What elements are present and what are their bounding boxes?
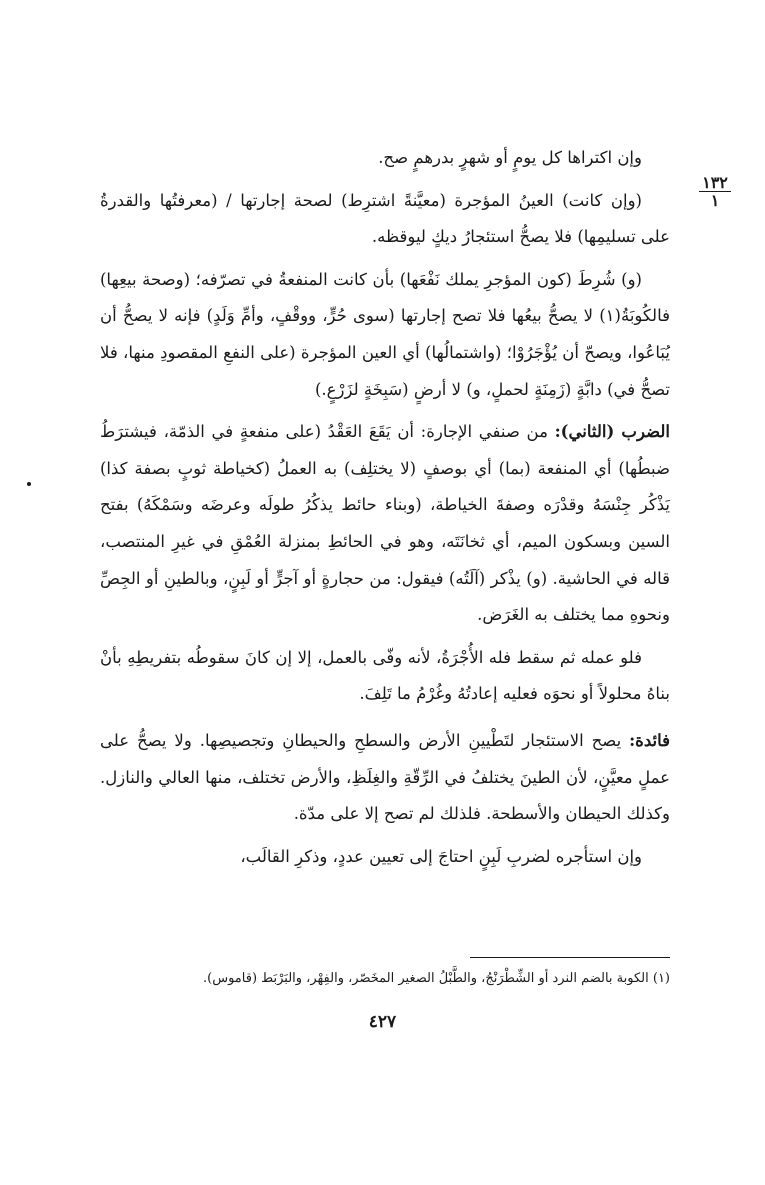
- margin-side-number: ١: [710, 191, 720, 210]
- paragraph-text: يصح الاستئجار لتَطْيينِ الأرض والسطحِ والحيطانِ وتجصيصِها. ولا يصحُّ على عملٍ معيَّنٍ، لأن الطينَ يختلفُ في الرِّقّةِ والغِلَظِ، والأرض تختلف، منها العالي والنازل. وكذلك الحيطان والأسطحة. فلذلك لم تصح إلا على مدّة.: [100, 730, 670, 824]
- footnote: (١) الكوبة بالضم النرد أو الشِّطْرَنْجُ، والطَّبْلُ الصغير المخَصّر، والفِهْر، والبَرْبَط (قاموس).: [203, 971, 670, 986]
- paragraph-text: (و) شُرِطَ (كون المؤجرِ يملك نَفْعَها) بأن كانت المنفعةُ في تصرّفه؛ (وصحة بيعِها) فالكُوبَةُ(١) لا يصحُّ بيعُها فلا تصح إجارتها (سوى حُرٍّ، ووقْفٍ، وأمِّ وَلَدٍ) فإنه لا يصحُّ أن يُبَاعُوا، ويصحّ أن يُؤْجَرُوْا؛ (واشتمالُها) أي العين المؤجرة (على النفعِ المقصودِ منها، فلا تصحُّ في) دابَّةٍ (زَمِنَةٍ لحملٍ، و) لا أرضٍ (سَبِخَةٍ لزَرْعٍ.): [100, 269, 670, 399]
- paragraph-1: [100, 140, 670, 177]
- paragraph-7: [100, 839, 670, 876]
- paragraph-5: [100, 640, 670, 713]
- paragraph-2: [100, 183, 670, 256]
- section-heading: الضرب (الثاني):: [554, 422, 670, 442]
- margin-manuscript-reference: [695, 174, 735, 209]
- paragraph-text: من صنفي الإجارة: أن يَقَعَ العَقْدُ (على منفعةٍ في الذمّة، فيشترَطُ ضبطُها) أي المنفعة (بما) أي بوصفٍ (لا يختلِف) به العملُ (كخياطة ثوبٍ بصفة كذا) يَذْكُر جِنْسَهُ وقدْرَه وصفةَ الخياطة، (وبناء حائط يذكُرُ طولَه وعرضَه وسَمْكَهُ) بفتح السين وبسكون الميم، أي ثخانَتَه، وهو في الحائطِ بمنزلة العُمْقِ في غيرِ المنتصب، قاله في الحاشية. (و) يذْكر (آلَتُه) فيقول: من حجارةٍ أو آجرٍّ أو لَبِنٍ، وبالطينِ أو الجِصِّ ونحوهِ مما يختلف به الغَرَض.: [100, 422, 670, 625]
- paragraph-4: [100, 414, 670, 634]
- footnote-divider: [470, 957, 670, 958]
- margin-dot: [27, 482, 31, 486]
- page-number: ٤٢٧: [368, 1012, 397, 1032]
- benefit-heading: فائدة:: [629, 730, 670, 750]
- paragraph-text: وإن استأجره لضربِ لَبِنٍ احتاجَ إلى تعيين عددٍ، وذكرِ القالَب،: [240, 846, 642, 866]
- paragraph-text: (وإن كانت) العينُ المؤجرة (معيَّنةً اشترِط) لصحة إجارتها / (معرفتُها والقدرةُ على تسليمِها) فلا يصحُّ استئجارُ ديكٍ ليوقظه.: [100, 190, 670, 247]
- paragraph-3: [100, 262, 670, 408]
- paragraph-text: وإن اكتراها كل يومٍ أو شهرٍ بدرهمٍ صح.: [378, 148, 642, 167]
- paragraph-text: فلو عمله ثم سقط فله الأُجْرَةُ، لأنه وفّى بالعمل، إلا إن كانَ سقوطُه بتفريطِهِ بأنْ بناهُ محلولاً أو نحوَه فعليه إعادتُهُ وغُرْمُ ما تَلِفَ.: [100, 647, 670, 704]
- margin-folio-number: ١٣٢: [702, 173, 728, 192]
- main-text: [100, 140, 670, 875]
- paragraph-6: [100, 723, 670, 833]
